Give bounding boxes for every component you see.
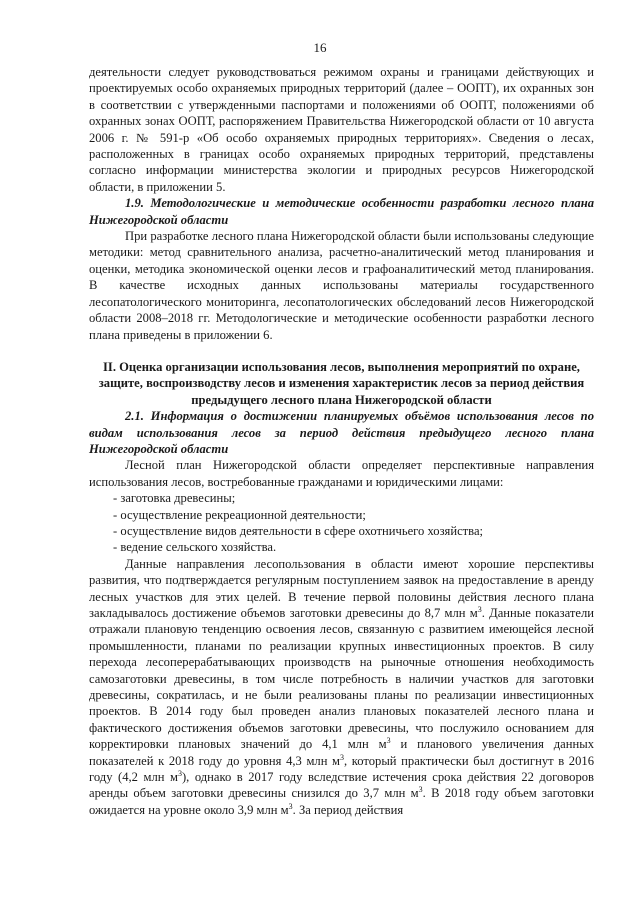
spacer bbox=[89, 343, 594, 359]
directions-list bbox=[89, 490, 594, 556]
page-content bbox=[89, 64, 594, 818]
list-item: - осуществление видов деятельности в сфере охотничьего хозяйства; bbox=[113, 523, 484, 538]
superscript-3: 3 bbox=[340, 752, 345, 762]
superscript-3: 3 bbox=[386, 736, 391, 746]
text-run: , который практически был достигнут в 2016 году (4,2 млн м bbox=[89, 753, 594, 785]
paragraph-methods: При разработке лесного плана Нижегородской области были использованы следующие методики: метод сравнительного анализа, расчетно-аналитический метод планирования и оценки, методика экономической оценки лесов и графоаналитический метод планирования. В качестве исходных данных использованы материалы государственного лесопатологического мониторинга, лесопатологических обследований лесов Нижегородской области 2008–2018 гг. Методологические и методические особенности разработки лесного плана приведены в приложении 6. bbox=[89, 229, 594, 342]
page-number: 16 bbox=[313, 40, 327, 55]
text-run: . За период действия bbox=[292, 802, 404, 817]
superscript-3: 3 bbox=[288, 801, 293, 811]
heading-2-1: 2.1. Информация о достижении планируемых объёмов использования лесов по видам использования лесов за период действия предыдущего лесного плана Нижегородской области bbox=[89, 409, 594, 456]
paragraph-protected-areas: деятельности следует руководствоваться режимом охраны и границами действующих и проектируемых особо охраняемых природных территорий (далее – ООПТ), их охранных зон в соответствии с утвержденными паспортами и положениями об ООПТ, положениями об охранных зонах ООПТ, распоряжением Правительства Нижегородской области от 10 августа 2006 г. № 591-р «Об особо охраняемых природных территориях». Сведения о лесах, расположенных в границах особо охраняемых природных территорий, представлены согласно информации министерства экологии и природных ресурсов Нижегородской области, в приложении 5. bbox=[89, 65, 594, 194]
superscript-3: 3 bbox=[418, 785, 423, 795]
text-run: . В 2018 году объем заготовки ожидается на уровне около 3,9 млн м bbox=[89, 786, 594, 817]
list-item: - осуществление рекреационной деятельности; bbox=[113, 507, 366, 522]
heading-1-9: 1.9. Методологические и методические особенности разработки лесного плана Нижегородской области bbox=[89, 196, 594, 227]
superscript-3: 3 bbox=[177, 768, 182, 778]
superscript-3: 3 bbox=[477, 604, 482, 614]
list-item: - заготовка древесины; bbox=[113, 491, 236, 506]
paragraph-directions: Лесной план Нижегородской области определяет перспективные направления использования лесов, востребованные гражданами и юридическими лицами: bbox=[89, 458, 594, 489]
text-run: . Данные показатели отражали плановую тенденцию освоения лесов, связанную с развитием имеющейся лесной промышленности, планами по реализации крупных инвестиционных проектов. В силу перехода лесоперерабатывающих производств на рыночные отношения необходимость самозаготовки древесины, в том числе потребность в наличии участков для заготовки древесины, сократилась, и не были реализованы планы по реализации инвестиционных проектов. В 2014 году был проведен анализ плановых показателей лесного плана и фактического достижения объемов заготовки древесины, что послужило основанием для корректировки плановых значений до 4,1 млн м bbox=[89, 606, 594, 752]
text-run: Данные направления лесопользования в области имеют хорошие перспективы развития, что подтверждается регулярным поступлением заявок на предоставление в аренду лесных участков для этих целей. В течение первой половины действия лесного плана закладывалось достижение объемов заготовки древесины до 8,7 млн м bbox=[89, 556, 594, 620]
heading-section-2: II. Оценка организации использования лесов, выполнения мероприятий по охране, защите, воспроизводству лесов и изменения характеристик лесов за период действия предыдущего лесного плана Нижегородской области bbox=[98, 359, 585, 407]
paragraph-harvest-volumes bbox=[89, 556, 594, 819]
text-run: и планового увеличения данных показателей к 2018 году до уровня 4,3 млн м bbox=[89, 737, 594, 768]
list-item: - ведение сельского хозяйства. bbox=[113, 540, 277, 555]
text-run: ), однако в 2017 году вследствие истечения срока действия 22 договоров аренды объем заготовки древесины снизился до 3,7 млн м bbox=[89, 770, 594, 801]
